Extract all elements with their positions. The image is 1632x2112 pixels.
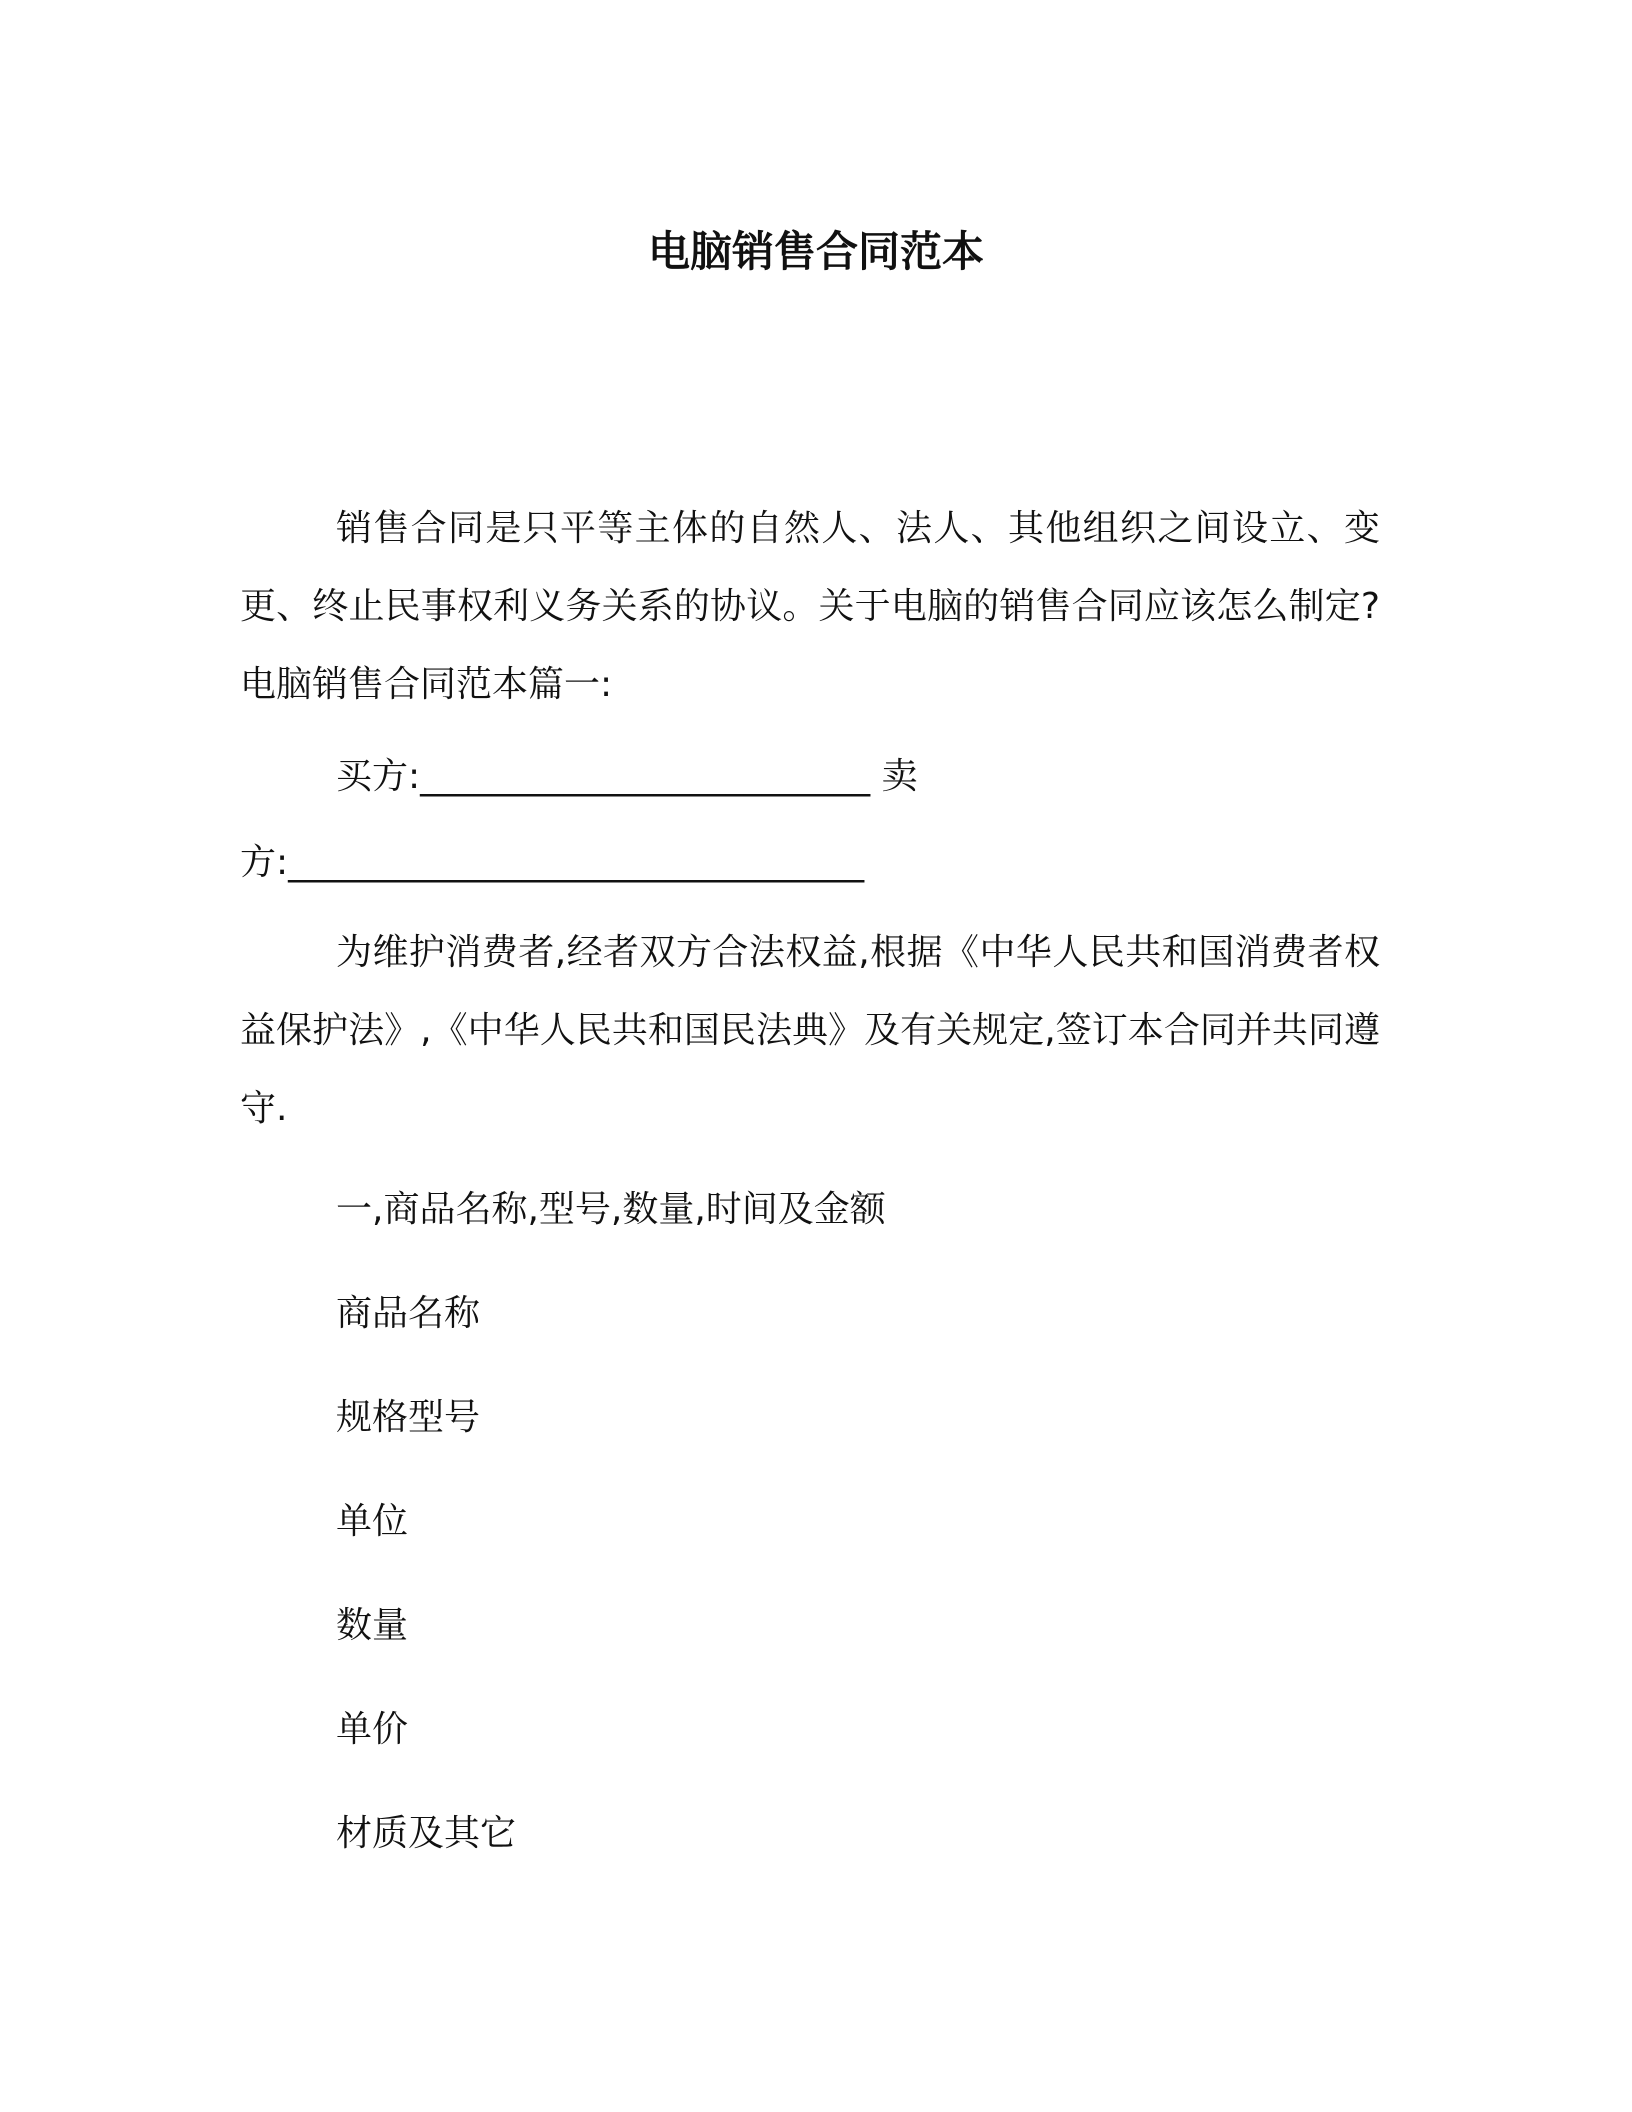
- document-title: 电脑销售合同范本: [647, 227, 984, 276]
- intro-paragraph: 销售合同是只平等主体的自然人、法人、其他组织之间设立、变更、终止民事权利义务关系的协议。关于电脑的销售合同应该怎么制定?电脑销售合同范本篇一:: [240, 508, 1380, 705]
- field-product-name: 商品名称: [336, 1293, 481, 1334]
- seller-line: 方:________________________________: [240, 842, 865, 883]
- field-unit: 单位: [336, 1501, 409, 1542]
- field-quantity: 数量: [336, 1605, 409, 1646]
- section-one-heading: 一,商品名称,型号,数量,时间及金额: [336, 1189, 886, 1230]
- field-material-other: 材质及其它: [336, 1813, 517, 1854]
- document-body: [240, 490, 1380, 1886]
- buyer-line: 买方:_________________________ 卖: [336, 756, 918, 797]
- field-unit-price: 单价: [336, 1709, 409, 1750]
- field-spec-model: 规格型号: [336, 1397, 481, 1438]
- preamble-paragraph: 为维护消费者,经者双方合法权益,根据《中华人民共和国消费者权益保护法》,《中华人民共和国民法典》及有关规定,签订本合同并共同遵守.: [240, 932, 1380, 1129]
